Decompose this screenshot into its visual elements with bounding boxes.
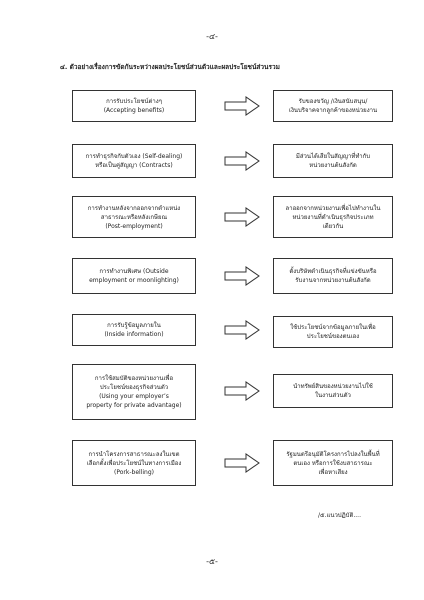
right-box-line: มีส่วนได้เสียในสัญญาที่ทำกับ xyxy=(295,153,371,160)
left-box-line: การทำธุรกิจกับตัวเอง (Self-dealing) xyxy=(85,153,183,160)
right-box-line: เดียวกัน xyxy=(322,222,344,230)
continuation-reference: /๕.แนวปฏิบัติ.... xyxy=(318,512,361,519)
right-box-accepting-benefits xyxy=(273,90,393,122)
right-box-line: ใช้ประโยชน์จากข้อมูลภายในเพื่อ xyxy=(290,324,376,331)
page-number-top: -๔- xyxy=(206,32,218,41)
right-box-line: ในงานส่วนตัว xyxy=(315,392,351,399)
right-box-self-dealing xyxy=(273,144,393,178)
left-box-line: สาธารณะหรือหลังเกษียณ xyxy=(100,213,168,221)
left-box-line: การทำงานหลังจากออกจากตำแหน่ง xyxy=(87,204,181,212)
left-box-line: เลือกตั้งเพื่อประโยชน์ในทางการเมือง xyxy=(86,459,182,467)
right-box-line: รัฐมนตรีอนุมัติโครงการไปลงในพื้นที่ xyxy=(286,450,380,458)
left-box-line: การรับประโยชน์ต่างๆ xyxy=(106,98,162,105)
left-box-pork-belling xyxy=(72,440,196,486)
right-box-employer-property xyxy=(273,374,393,408)
right-box-line: หน่วยงานที่ดำเนินธุรกิจประเภท xyxy=(292,213,374,221)
right-box-pork-belling xyxy=(273,440,393,486)
right-box-line: ตั้งบริษัทดำเนินธุรกิจที่แข่งขันหรือ xyxy=(289,268,377,275)
right-box-line: ประโยชน์ของตนเอง xyxy=(306,333,360,340)
right-arrow-icon xyxy=(224,381,260,401)
right-box-outside-employment xyxy=(273,258,393,294)
left-box-line: employment or moonlighting) xyxy=(89,277,179,284)
right-box-line: รับของขวัญ /เงินสนับสนุน/ xyxy=(298,98,368,105)
right-box-line: นำทรัพย์สินของหน่วยงานไปใช้ xyxy=(293,383,373,390)
left-box-line: (Pork-belling) xyxy=(114,468,154,476)
left-box-line: ประโยชน์ของธุรกิจส่วนตัว xyxy=(99,384,169,391)
right-arrow-icon xyxy=(224,320,260,340)
left-box-line: หรือเป็นคู่สัญญา (Contracts) xyxy=(95,162,173,169)
page-number-bottom: -๕- xyxy=(206,557,218,566)
section-title: ๔. ตัวอย่างเรื่องการขัดกันระหว่างผลประโยชน์ส่วนตัวและผลประโยชน์ส่วนรวม xyxy=(60,63,280,71)
left-box-post-employment xyxy=(72,196,196,238)
right-box-inside-information xyxy=(273,316,393,348)
right-box-line: เพื่อหาเสียง xyxy=(318,468,348,476)
left-box-line: property for private advantage) xyxy=(86,402,182,409)
right-arrow-icon xyxy=(224,207,260,227)
left-box-line: (Accepting benefits) xyxy=(103,107,165,114)
right-arrow-icon xyxy=(224,266,260,286)
right-box-line: หน่วยงานต้นสังกัด xyxy=(309,162,357,169)
left-box-self-dealing xyxy=(72,144,196,178)
right-box-line: รับงานจากหน่วยงานต้นสังกัด xyxy=(295,277,371,284)
left-box-line: การทำงานพิเศษ (Outside xyxy=(99,268,169,275)
left-box-line: (Inside information) xyxy=(104,331,164,338)
left-box-line: (Using your employer’s xyxy=(99,393,169,400)
left-box-outside-employment xyxy=(72,258,196,294)
right-box-line: ตนเอง หรือการใช้งบสาธารณะ xyxy=(293,459,373,467)
left-box-line: (Post-employment) xyxy=(105,222,163,230)
right-arrow-icon xyxy=(224,96,260,116)
left-box-employer-property xyxy=(72,364,196,420)
right-box-line: เงินบริจาคจากลูกค้าของหน่วยงาน xyxy=(288,107,378,114)
right-arrow-icon xyxy=(224,151,260,171)
left-box-accepting-benefits xyxy=(72,90,196,122)
left-box-line: การใช้สมบัติของหน่วยงานเพื่อ xyxy=(94,375,174,382)
right-arrow-icon xyxy=(224,453,260,473)
right-box-post-employment xyxy=(273,196,393,238)
left-box-line: การนำโครงการสาธารณะลงในเขต xyxy=(88,450,180,458)
left-box-line: การรับรู้ข้อมูลภายใน xyxy=(107,322,161,329)
left-box-inside-information xyxy=(72,314,196,346)
right-box-line: ลาออกจากหน่วยงานเพื่อไปทำงานใน xyxy=(285,204,381,212)
